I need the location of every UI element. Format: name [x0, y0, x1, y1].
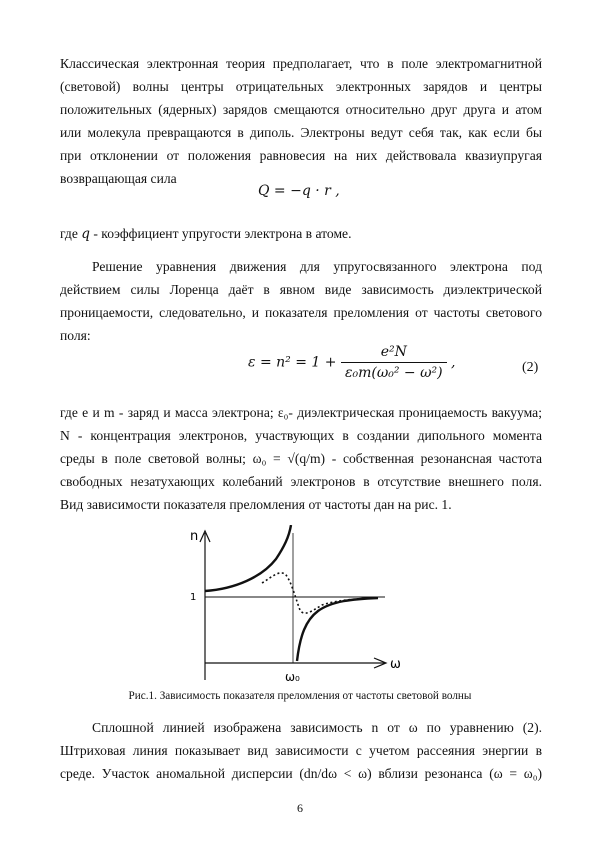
equation-number: (2) [522, 360, 539, 375]
curve-above-resonance [297, 598, 378, 661]
text-line: Решение уравнения движения для упругосвязанного электрона под [92, 259, 542, 274]
text-fragment: - коэффициент упругости электрона в атоме. [89, 226, 352, 241]
paragraph-anomalous-dispersion [60, 716, 542, 785]
text-line: проницаемости, следовательно, и показателя преломления от частоты светового [60, 305, 542, 320]
text-line: где e и m - заряд и масса электрона; ε₀- диэлектрическая проницаемость вакуума; [60, 405, 542, 420]
curve-below-resonance [205, 525, 291, 591]
text-line: возвращающая сила [60, 171, 177, 186]
formula-permittivity [248, 344, 455, 381]
paragraph-symbol-definitions [60, 401, 542, 516]
formula-fraction [341, 344, 447, 381]
text-line: или молекула превращаются в диполь. Электроны ведут себя так, как если бы [60, 125, 542, 140]
text-line: положительных (ядерных) зарядов смещаются относительно друг друга и атом [60, 102, 542, 117]
text-line: Вид зависимости показателя преломления от частоты дан на рис. 1. [60, 497, 452, 512]
text-line: (световой) волны центры отрицательных электронных зарядов и центры [60, 79, 542, 94]
paragraph-classical-theory [60, 52, 542, 190]
math-symbol: q [81, 226, 90, 242]
figure-caption: Рис.1. Зависимость показателя преломления от частоты световой волны [128, 690, 472, 702]
formula-restoring-force: Q = −q · r , [258, 183, 340, 199]
y-axis-label: n [190, 529, 199, 544]
text-fragment: где [60, 226, 82, 241]
paragraph-lorentz-solution [60, 255, 542, 347]
page-number: 6 [297, 801, 303, 815]
x-tick-label: ω₀ [285, 670, 300, 684]
text-line: N - концентрация электронов, участвующих в создании дипольного момента [60, 428, 542, 443]
text-line [60, 222, 542, 246]
text-line: Классическая электронная теория предполагает, что в поле электромагнитной [60, 56, 542, 71]
y-tick-label: 1 [190, 592, 197, 603]
x-axis-label: ω [390, 657, 401, 672]
formula-lhs: ε = n² = 1 + [248, 354, 341, 371]
formula-numerator: e²N [341, 344, 447, 363]
text-line: среде. Участок аномальной дисперсии (dn/dω < ω) вблизи резонанса (ω = ω₀) [60, 766, 542, 781]
text-line: свободных незатухающих колебаний электронов в отсутствие внешнего поля. [60, 474, 542, 489]
curve-damped [262, 573, 372, 613]
formula-denominator: ε₀m(ω₀² − ω²) [344, 365, 443, 381]
text-line: поля: [60, 328, 91, 343]
text-line: Сплошной линией изображена зависимость n от ω по уравнению (2). [92, 720, 542, 735]
dispersion-figure [0, 525, 600, 685]
text-line: действием силы Лоренца даёт в явном виде зависимость диэлектрической [60, 282, 542, 297]
formula-tail: , [446, 354, 456, 371]
text-line: среды в поле световой волны; ω₀ = √(q/m) - собственная резонансная частота [60, 451, 542, 466]
text-line: при отклонении от положения равновесия на них действовала квазиупругая [60, 148, 542, 163]
paragraph-elasticity-coefficient [60, 222, 542, 246]
text-line: Штриховая линия показывает вид зависимости с учетом рассеяния энергии в [60, 743, 542, 758]
